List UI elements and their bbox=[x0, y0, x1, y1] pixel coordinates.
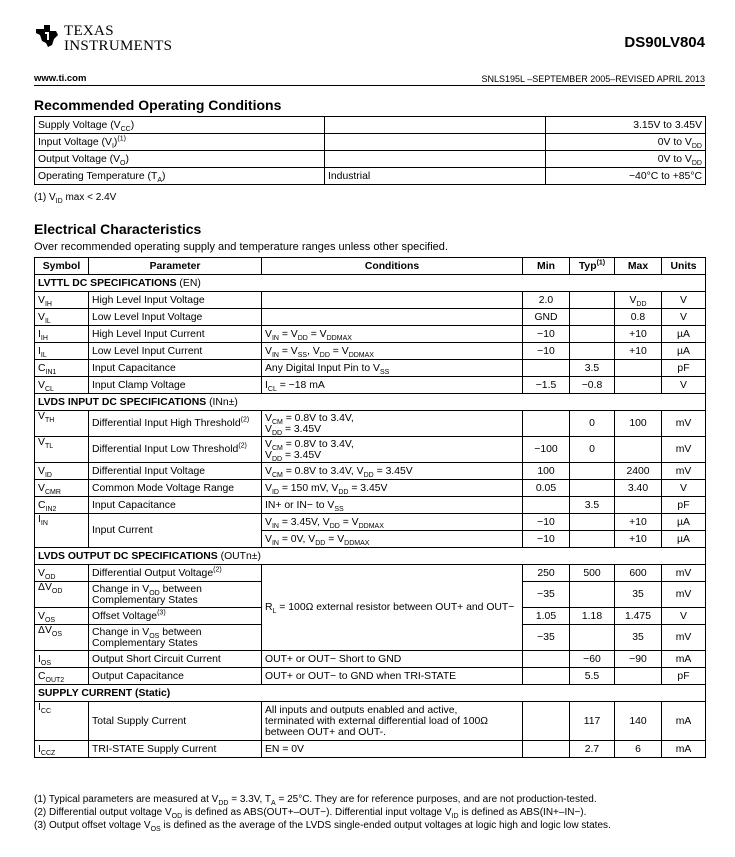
roc-param: Output Voltage $(V_O)$ bbox=[35, 151, 325, 168]
cond-cell bbox=[262, 292, 523, 309]
cond-cell: $V_{CM} = 0.8V$ to 3.4V, $V_{DD} = 3.45V$ bbox=[262, 463, 523, 480]
symbol-cell: $I_{IN}$ bbox=[35, 514, 89, 548]
ti-logo-icon bbox=[34, 23, 60, 49]
symbol-cell: $I_{IH}$ bbox=[35, 326, 89, 343]
table-row bbox=[35, 437, 706, 463]
max-cell: 600 bbox=[615, 565, 662, 582]
param-cell: High Level Input Current bbox=[89, 326, 262, 343]
min-cell: −10 bbox=[523, 531, 570, 548]
table-row bbox=[35, 480, 706, 497]
footnote-1: (1) Typical parameters are measured at $V_{DD} = 3.3V$, $T_A = 25^\circ C$. They are for reference purposes, and are not production-tested. bbox=[34, 794, 597, 807]
param-cell: Output Capacitance bbox=[89, 668, 262, 685]
cond-cell: $V_{IN} = V_{SS}$, $V_{DD} = V_{DDMAX}$ bbox=[262, 343, 523, 360]
unit-cell: mA bbox=[662, 651, 706, 668]
unit-cell: V bbox=[662, 480, 706, 497]
section-row bbox=[35, 685, 706, 702]
cond-cell: Any Digital Input Pin to $V_{SS}$ bbox=[262, 360, 523, 377]
section-lvds-output: LVDS OUTPUT DC SPECIFICATIONS (OUTn±) bbox=[35, 548, 706, 565]
max-cell bbox=[615, 668, 662, 685]
unit-cell: mV bbox=[662, 411, 706, 437]
col-header-parameter: Parameter bbox=[89, 258, 262, 275]
param-cell: Change in $V_{OS}$ between Complementary States bbox=[89, 625, 262, 651]
cond-cell: EN = 0V bbox=[262, 741, 523, 758]
table-row bbox=[35, 497, 706, 514]
typ-cell bbox=[570, 480, 615, 497]
table-row bbox=[35, 343, 706, 360]
typ-cell: 500 bbox=[570, 565, 615, 582]
cond-cell: OUT+ or OUT− Short to GND bbox=[262, 651, 523, 668]
min-cell: 1.05 bbox=[523, 608, 570, 625]
param-cell: Differential Input Low Threshold$^{(2)}$ bbox=[89, 437, 262, 463]
unit-cell: mA bbox=[662, 702, 706, 741]
min-cell: −10 bbox=[523, 514, 570, 531]
roc-value: 0V to $V_{DD}$ bbox=[546, 151, 706, 168]
typ-cell: −0.8 bbox=[570, 377, 615, 394]
typ-cell bbox=[570, 582, 615, 608]
section-lvttl: LVTTL DC SPECIFICATIONS (EN) bbox=[35, 275, 706, 292]
roc-value: 3.15V to 3.45V bbox=[546, 117, 706, 134]
param-cell: Common Mode Voltage Range bbox=[89, 480, 262, 497]
typ-cell: 0 bbox=[570, 437, 615, 463]
symbol-cell: $V_{CL}$ bbox=[35, 377, 89, 394]
typ-cell bbox=[570, 343, 615, 360]
cond-cell: OUT+ or OUT− to GND when TRI-STATE bbox=[262, 668, 523, 685]
max-cell: 3.40 bbox=[615, 480, 662, 497]
symbol-cell: $I_{OS}$ bbox=[35, 651, 89, 668]
min-cell bbox=[523, 741, 570, 758]
param-cell: Output Short Circuit Current bbox=[89, 651, 262, 668]
unit-cell: pF bbox=[662, 360, 706, 377]
table-row bbox=[35, 377, 706, 394]
max-cell: −90 bbox=[615, 651, 662, 668]
table-row bbox=[35, 651, 706, 668]
col-header-typ: Typ$^{(1)}$ bbox=[570, 258, 615, 275]
roc-value: 0V to $V_{DD}$ bbox=[546, 134, 706, 151]
min-cell: 250 bbox=[523, 565, 570, 582]
col-header-max: Max bbox=[615, 258, 662, 275]
min-cell: 100 bbox=[523, 463, 570, 480]
cond-cell: $R_L = 100\Omega$ external resistor between OUT+ and OUT− bbox=[262, 565, 523, 651]
min-cell: −1.5 bbox=[523, 377, 570, 394]
ec-subtitle: Over recommended operating supply and temperature ranges unless other specified. bbox=[34, 241, 448, 253]
max-cell: +10 bbox=[615, 531, 662, 548]
col-header-min: Min bbox=[523, 258, 570, 275]
footnote-3: (3) Output offset voltage $V_{OS}$ is defined as the average of the LVDS single-ended output voltages at logic high and logic low states. bbox=[34, 820, 611, 833]
symbol-cell: $I_{CC}$ bbox=[35, 702, 89, 741]
param-cell: Offset Voltage$^{(3)}$ bbox=[89, 608, 262, 625]
symbol-cell: $V_{OD}$ bbox=[35, 565, 89, 582]
unit-cell: µA bbox=[662, 343, 706, 360]
param-cell: Low Level Input Current bbox=[89, 343, 262, 360]
table-row bbox=[35, 168, 706, 185]
unit-cell: mV bbox=[662, 565, 706, 582]
unit-cell: µA bbox=[662, 514, 706, 531]
roc-param: Operating Temperature $(T_A)$ bbox=[35, 168, 325, 185]
param-cell: Low Level Input Voltage bbox=[89, 309, 262, 326]
roc-table bbox=[34, 116, 706, 185]
param-cell: TRI-STATE Supply Current bbox=[89, 741, 262, 758]
max-cell: +10 bbox=[615, 514, 662, 531]
min-cell: GND bbox=[523, 309, 570, 326]
symbol-cell: $C_{IN1}$ bbox=[35, 360, 89, 377]
table-row bbox=[35, 360, 706, 377]
cond-cell: All inputs and outputs enabled and active, terminated with external differential load of 100Ω between OUT+ and OUT-. bbox=[262, 702, 523, 741]
unit-cell: V bbox=[662, 292, 706, 309]
typ-cell bbox=[570, 292, 615, 309]
table-row bbox=[35, 326, 706, 343]
typ-cell: 3.5 bbox=[570, 360, 615, 377]
section-row bbox=[35, 275, 706, 292]
footnote-2: (2) Differential output voltage $V_{OD}$ is defined as ABS(OUT+–OUT−). Differential input voltage $V_{ID}$ is defined as ABS(IN+–IN−). bbox=[34, 807, 587, 820]
param-cell: High Level Input Voltage bbox=[89, 292, 262, 309]
table-header-row bbox=[35, 258, 706, 275]
table-row bbox=[35, 463, 706, 480]
roc-cond bbox=[325, 134, 546, 151]
min-cell bbox=[523, 668, 570, 685]
table-row bbox=[35, 702, 706, 741]
min-cell: −100 bbox=[523, 437, 570, 463]
unit-cell: mV bbox=[662, 463, 706, 480]
max-cell: 1.475 bbox=[615, 608, 662, 625]
cond-cell: $V_{ID} = 150$ mV, $V_{DD} = 3.45V$ bbox=[262, 480, 523, 497]
typ-cell: 2.7 bbox=[570, 741, 615, 758]
param-cell: Input Current bbox=[89, 514, 262, 548]
section-lvds-input: LVDS INPUT DC SPECIFICATIONS (INn±) bbox=[35, 394, 706, 411]
symbol-cell: $V_{TL}$ bbox=[35, 437, 89, 463]
section-row bbox=[35, 548, 706, 565]
typ-cell bbox=[570, 309, 615, 326]
min-cell bbox=[523, 702, 570, 741]
symbol-cell: $V_{TH}$ bbox=[35, 411, 89, 437]
max-cell: 35 bbox=[615, 582, 662, 608]
col-header-symbol: Symbol bbox=[35, 258, 89, 275]
symbol-cell: $I_{IL}$ bbox=[35, 343, 89, 360]
table-row bbox=[35, 741, 706, 758]
roc-param: Supply Voltage $(V_{CC})$ bbox=[35, 117, 325, 134]
symbol-cell: $C_{OUT2}$ bbox=[35, 668, 89, 685]
symbol-cell: $\Delta V_{OD}$ bbox=[35, 582, 89, 608]
cond-cell: $V_{CM} = 0.8V$ to 3.4V, $V_{DD} = 3.45V$ bbox=[262, 411, 523, 437]
min-cell: −10 bbox=[523, 343, 570, 360]
min-cell bbox=[523, 651, 570, 668]
cond-cell: IN+ or IN− to $V_{SS}$ bbox=[262, 497, 523, 514]
symbol-cell: $V_{IH}$ bbox=[35, 292, 89, 309]
col-header-units: Units bbox=[662, 258, 706, 275]
symbol-cell: $V_{CMR}$ bbox=[35, 480, 89, 497]
param-cell: Input Capacitance bbox=[89, 360, 262, 377]
part-number: DS90LV804 bbox=[624, 34, 705, 51]
website-link[interactable]: www.ti.com bbox=[34, 73, 87, 84]
unit-cell: mV bbox=[662, 582, 706, 608]
max-cell: 100 bbox=[615, 411, 662, 437]
param-cell: Input Clamp Voltage bbox=[89, 377, 262, 394]
max-cell: 0.8 bbox=[615, 309, 662, 326]
max-cell: 35 bbox=[615, 625, 662, 651]
typ-cell bbox=[570, 531, 615, 548]
table-row bbox=[35, 565, 706, 582]
table-row bbox=[35, 514, 706, 531]
min-cell bbox=[523, 411, 570, 437]
brand-line2: INSTRUMENTS bbox=[64, 38, 173, 54]
roc-value: −40°C to +85°C bbox=[546, 168, 706, 185]
unit-cell: µA bbox=[662, 326, 706, 343]
cond-cell: $V_{IN} = 0V$, $V_{DD} = V_{DDMAX}$ bbox=[262, 531, 523, 548]
param-cell: Differential Input High Threshold$^{(2)}$ bbox=[89, 411, 262, 437]
param-cell: Differential Input Voltage bbox=[89, 463, 262, 480]
cond-cell: $V_{IN} = V_{DD} = V_{DDMAX}$ bbox=[262, 326, 523, 343]
document-reference: SNLS195L –SEPTEMBER 2005–REVISED APRIL 2013 bbox=[481, 74, 705, 84]
typ-cell: 3.5 bbox=[570, 497, 615, 514]
symbol-cell: $V_{OS}$ bbox=[35, 608, 89, 625]
ec-title: Electrical Characteristics bbox=[34, 221, 202, 237]
typ-cell bbox=[570, 625, 615, 651]
table-row bbox=[35, 134, 706, 151]
ec-table bbox=[34, 257, 706, 758]
roc-param: Input Voltage $(V_I)^{(1)}$ bbox=[35, 134, 325, 151]
param-cell: Change in $V_{OD}$ between Complementary States bbox=[89, 582, 262, 608]
section-row bbox=[35, 394, 706, 411]
unit-cell: mV bbox=[662, 437, 706, 463]
roc-footnote: (1) $V_{ID}$ max < 2.4V bbox=[34, 192, 117, 205]
typ-cell: −60 bbox=[570, 651, 615, 668]
symbol-cell: $\Delta V_{OS}$ bbox=[35, 625, 89, 651]
typ-cell: 117 bbox=[570, 702, 615, 741]
unit-cell: V bbox=[662, 309, 706, 326]
cond-cell bbox=[262, 309, 523, 326]
roc-cond bbox=[325, 117, 546, 134]
ti-logo bbox=[34, 20, 173, 54]
table-row bbox=[35, 668, 706, 685]
min-cell: −35 bbox=[523, 625, 570, 651]
roc-cond bbox=[325, 151, 546, 168]
max-cell bbox=[615, 377, 662, 394]
unit-cell: pF bbox=[662, 497, 706, 514]
max-cell: 6 bbox=[615, 741, 662, 758]
max-cell bbox=[615, 360, 662, 377]
cond-cell: $I_{CL} = -18$ mA bbox=[262, 377, 523, 394]
min-cell: −10 bbox=[523, 326, 570, 343]
max-cell: $V_{DD}$ bbox=[615, 292, 662, 309]
cond-cell: $V_{IN} = 3.45V$, $V_{DD} = V_{DDMAX}$ bbox=[262, 514, 523, 531]
typ-cell: 0 bbox=[570, 411, 615, 437]
unit-cell: pF bbox=[662, 668, 706, 685]
typ-cell bbox=[570, 463, 615, 480]
symbol-cell: $V_{ID}$ bbox=[35, 463, 89, 480]
symbol-cell: $V_{IL}$ bbox=[35, 309, 89, 326]
min-cell bbox=[523, 497, 570, 514]
table-row bbox=[35, 411, 706, 437]
typ-cell bbox=[570, 514, 615, 531]
max-cell: 140 bbox=[615, 702, 662, 741]
table-row bbox=[35, 309, 706, 326]
min-cell bbox=[523, 360, 570, 377]
symbol-cell: $I_{CCZ}$ bbox=[35, 741, 89, 758]
unit-cell: µA bbox=[662, 531, 706, 548]
min-cell: 2.0 bbox=[523, 292, 570, 309]
table-row bbox=[35, 117, 706, 134]
min-cell: −35 bbox=[523, 582, 570, 608]
brand-line1: TEXAS bbox=[64, 23, 114, 39]
typ-cell: 1.18 bbox=[570, 608, 615, 625]
param-cell: Input Capacitance bbox=[89, 497, 262, 514]
table-row bbox=[35, 151, 706, 168]
min-cell: 0.05 bbox=[523, 480, 570, 497]
max-cell: +10 bbox=[615, 343, 662, 360]
cond-cell: $V_{CM} = 0.8V$ to 3.4V, $V_{DD} = 3.45V$ bbox=[262, 437, 523, 463]
max-cell: +10 bbox=[615, 326, 662, 343]
section-supply-current: SUPPLY CURRENT (Static) bbox=[35, 685, 706, 702]
roc-title: Recommended Operating Conditions bbox=[34, 97, 282, 113]
param-cell: Total Supply Current bbox=[89, 702, 262, 741]
symbol-cell: $C_{IN2}$ bbox=[35, 497, 89, 514]
unit-cell: mA bbox=[662, 741, 706, 758]
param-cell: Differential Output Voltage$^{(2)}$ bbox=[89, 565, 262, 582]
unit-cell: mV bbox=[662, 625, 706, 651]
unit-cell: V bbox=[662, 377, 706, 394]
col-header-conditions: Conditions bbox=[262, 258, 523, 275]
typ-cell bbox=[570, 326, 615, 343]
max-cell: 2400 bbox=[615, 463, 662, 480]
max-cell bbox=[615, 497, 662, 514]
typ-cell: 5.5 bbox=[570, 668, 615, 685]
unit-cell: V bbox=[662, 608, 706, 625]
max-cell bbox=[615, 437, 662, 463]
table-row bbox=[35, 292, 706, 309]
header-divider bbox=[34, 85, 705, 86]
roc-cond: Industrial bbox=[325, 168, 546, 185]
